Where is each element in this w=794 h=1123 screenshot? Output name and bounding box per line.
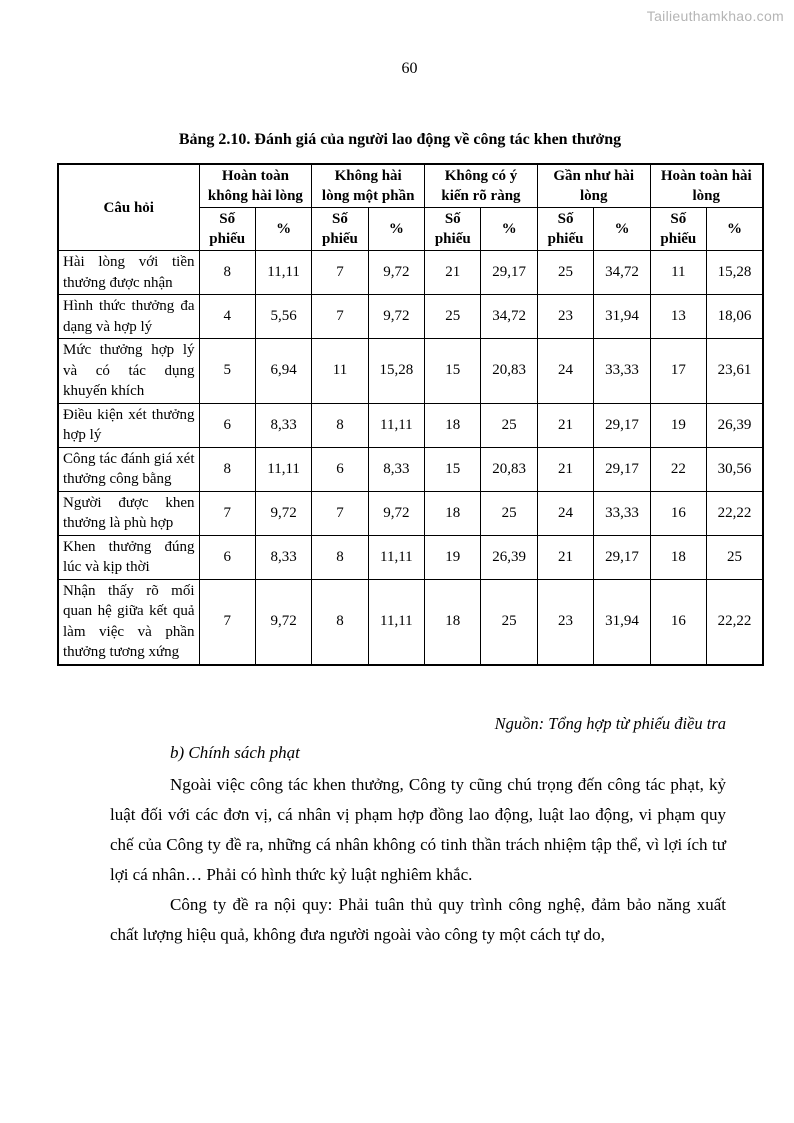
table-row bbox=[58, 403, 763, 447]
value-cell: 11,11 bbox=[368, 535, 424, 579]
value-cell: 8,33 bbox=[255, 535, 311, 579]
table-title: Bảng 2.10. Đánh giá của người lao động về công tác khen thưởng bbox=[178, 131, 622, 148]
value-cell: 31,94 bbox=[594, 579, 650, 665]
value-cell: 29,17 bbox=[594, 535, 650, 579]
value-cell: 9,72 bbox=[255, 579, 311, 665]
value-cell: 25 bbox=[707, 535, 763, 579]
table-row bbox=[58, 339, 763, 404]
value-cell: 25 bbox=[425, 295, 481, 339]
sub-column-header: Số phiếu bbox=[537, 208, 593, 251]
value-cell: 18 bbox=[425, 579, 481, 665]
value-cell: 23 bbox=[537, 295, 593, 339]
value-cell: 25 bbox=[481, 579, 537, 665]
paragraph: Công ty đề ra nội quy: Phải tuân thủ quy trình công nghệ, đảm bảo năng xuất chất lượng hiệu quả, không đưa người ngoài vào công ty một cách tự do, bbox=[110, 895, 726, 944]
sub-column-header: % bbox=[481, 208, 537, 251]
value-cell: 8 bbox=[312, 579, 368, 665]
sub-column-header: Số phiếu bbox=[312, 208, 368, 251]
value-cell: 30,56 bbox=[707, 447, 763, 491]
value-cell: 17 bbox=[650, 339, 706, 404]
question-cell: Công tác đánh giá xét thưởng công bằng bbox=[58, 447, 199, 491]
value-cell: 34,72 bbox=[481, 295, 537, 339]
column-group-header: Hoàn toàn hài lòng bbox=[650, 164, 763, 208]
value-cell: 9,72 bbox=[255, 491, 311, 535]
table-header bbox=[58, 164, 763, 251]
table-row bbox=[58, 579, 763, 665]
question-cell: Hài lòng với tiền thưởng được nhận bbox=[58, 251, 199, 295]
question-cell: Khen thưởng đúng lúc và kịp thời bbox=[58, 535, 199, 579]
value-cell: 25 bbox=[481, 403, 537, 447]
question-cell: Điều kiện xét thưởng hợp lý bbox=[58, 403, 199, 447]
value-cell: 8 bbox=[199, 447, 255, 491]
value-cell: 11,11 bbox=[255, 447, 311, 491]
value-cell: 8 bbox=[312, 535, 368, 579]
value-cell: 9,72 bbox=[368, 251, 424, 295]
table-row bbox=[58, 447, 763, 491]
value-cell: 24 bbox=[537, 491, 593, 535]
value-cell: 20,83 bbox=[481, 447, 537, 491]
value-cell: 6 bbox=[199, 535, 255, 579]
column-group-header: Không có ý kiến rõ ràng bbox=[425, 164, 538, 208]
source-note: Nguồn: Tổng hợp từ phiếu điều tra bbox=[494, 714, 726, 733]
watermark: Tailieuthamkhao.com bbox=[646, 8, 784, 24]
value-cell: 24 bbox=[537, 339, 593, 404]
table-body bbox=[58, 251, 763, 665]
value-cell: 19 bbox=[425, 535, 481, 579]
value-cell: 18 bbox=[425, 491, 481, 535]
value-cell: 11 bbox=[650, 251, 706, 295]
value-cell: 5,56 bbox=[255, 295, 311, 339]
value-cell: 33,33 bbox=[594, 339, 650, 404]
value-cell: 21 bbox=[425, 251, 481, 295]
value-cell: 16 bbox=[650, 491, 706, 535]
value-cell: 26,39 bbox=[707, 403, 763, 447]
value-cell: 9,72 bbox=[368, 491, 424, 535]
value-cell: 29,17 bbox=[481, 251, 537, 295]
value-cell: 16 bbox=[650, 579, 706, 665]
sub-column-header: Số phiếu bbox=[650, 208, 706, 251]
value-cell: 11,11 bbox=[368, 579, 424, 665]
value-cell: 23,61 bbox=[707, 339, 763, 404]
question-cell: Nhận thấy rõ mối quan hệ giữa kết quả làm việc và phần thưởng tương xứng bbox=[58, 579, 199, 665]
value-cell: 7 bbox=[199, 491, 255, 535]
value-cell: 29,17 bbox=[594, 403, 650, 447]
value-cell: 11 bbox=[312, 339, 368, 404]
section-heading: b) Chính sách phạt bbox=[170, 743, 300, 762]
value-cell: 8 bbox=[312, 403, 368, 447]
value-cell: 7 bbox=[312, 251, 368, 295]
value-cell: 25 bbox=[481, 491, 537, 535]
value-cell: 8,33 bbox=[368, 447, 424, 491]
column-group-header: Hoàn toàn không hài lòng bbox=[199, 164, 312, 208]
column-group-header: Gần như hài lòng bbox=[537, 164, 650, 208]
value-cell: 6,94 bbox=[255, 339, 311, 404]
value-cell: 8,33 bbox=[255, 403, 311, 447]
question-cell: Mức thưởng hợp lý và có tác dụng khuyến khích bbox=[58, 339, 199, 404]
evaluation-table bbox=[57, 163, 764, 666]
value-cell: 15,28 bbox=[368, 339, 424, 404]
sub-column-header: Số phiếu bbox=[425, 208, 481, 251]
value-cell: 8 bbox=[199, 251, 255, 295]
value-cell: 26,39 bbox=[481, 535, 537, 579]
value-cell: 4 bbox=[199, 295, 255, 339]
value-cell: 20,83 bbox=[481, 339, 537, 404]
page-number: 60 bbox=[401, 60, 418, 77]
value-cell: 34,72 bbox=[594, 251, 650, 295]
sub-column-header: Số phiếu bbox=[199, 208, 255, 251]
value-cell: 33,33 bbox=[594, 491, 650, 535]
value-cell: 11,11 bbox=[255, 251, 311, 295]
value-cell: 7 bbox=[199, 579, 255, 665]
value-cell: 13 bbox=[650, 295, 706, 339]
value-cell: 7 bbox=[312, 491, 368, 535]
value-cell: 22 bbox=[650, 447, 706, 491]
question-cell: Người được khen thưởng là phù hợp bbox=[58, 491, 199, 535]
value-cell: 23 bbox=[537, 579, 593, 665]
paragraph: Ngoài việc công tác khen thưởng, Công ty cũng chú trọng đến công tác phạt, kỷ luật đối với các đơn vị, cá nhân vị phạm hợp đồng lao động, luật lao động, vi phạm quy chế của Công ty đề ra, những cá nhân không có tinh thần trách nhiệm tập thể, vì lợi ích tư lợi cá nhân… Phải có hình thức kỷ luật nghiêm khắc. bbox=[110, 775, 726, 884]
value-cell: 15,28 bbox=[707, 251, 763, 295]
question-column-header: Câu hỏi bbox=[58, 164, 199, 251]
value-cell: 22,22 bbox=[707, 579, 763, 665]
value-cell: 6 bbox=[199, 403, 255, 447]
value-cell: 15 bbox=[425, 339, 481, 404]
value-cell: 25 bbox=[537, 251, 593, 295]
value-cell: 21 bbox=[537, 535, 593, 579]
value-cell: 11,11 bbox=[368, 403, 424, 447]
column-group-header: Không hài lòng một phần bbox=[312, 164, 425, 208]
table-row bbox=[58, 295, 763, 339]
value-cell: 6 bbox=[312, 447, 368, 491]
value-cell: 21 bbox=[537, 403, 593, 447]
sub-column-header: % bbox=[255, 208, 311, 251]
body-text bbox=[110, 770, 726, 950]
table-row bbox=[58, 251, 763, 295]
sub-column-header: % bbox=[594, 208, 650, 251]
value-cell: 7 bbox=[312, 295, 368, 339]
value-cell: 18 bbox=[650, 535, 706, 579]
value-cell: 29,17 bbox=[594, 447, 650, 491]
value-cell: 18 bbox=[425, 403, 481, 447]
table-row bbox=[58, 491, 763, 535]
value-cell: 22,22 bbox=[707, 491, 763, 535]
value-cell: 15 bbox=[425, 447, 481, 491]
value-cell: 5 bbox=[199, 339, 255, 404]
value-cell: 31,94 bbox=[594, 295, 650, 339]
value-cell: 19 bbox=[650, 403, 706, 447]
value-cell: 18,06 bbox=[707, 295, 763, 339]
table-row bbox=[58, 535, 763, 579]
sub-column-header: % bbox=[707, 208, 763, 251]
value-cell: 9,72 bbox=[368, 295, 424, 339]
question-cell: Hình thức thưởng đa dạng và hợp lý bbox=[58, 295, 199, 339]
sub-column-header: % bbox=[368, 208, 424, 251]
value-cell: 21 bbox=[537, 447, 593, 491]
